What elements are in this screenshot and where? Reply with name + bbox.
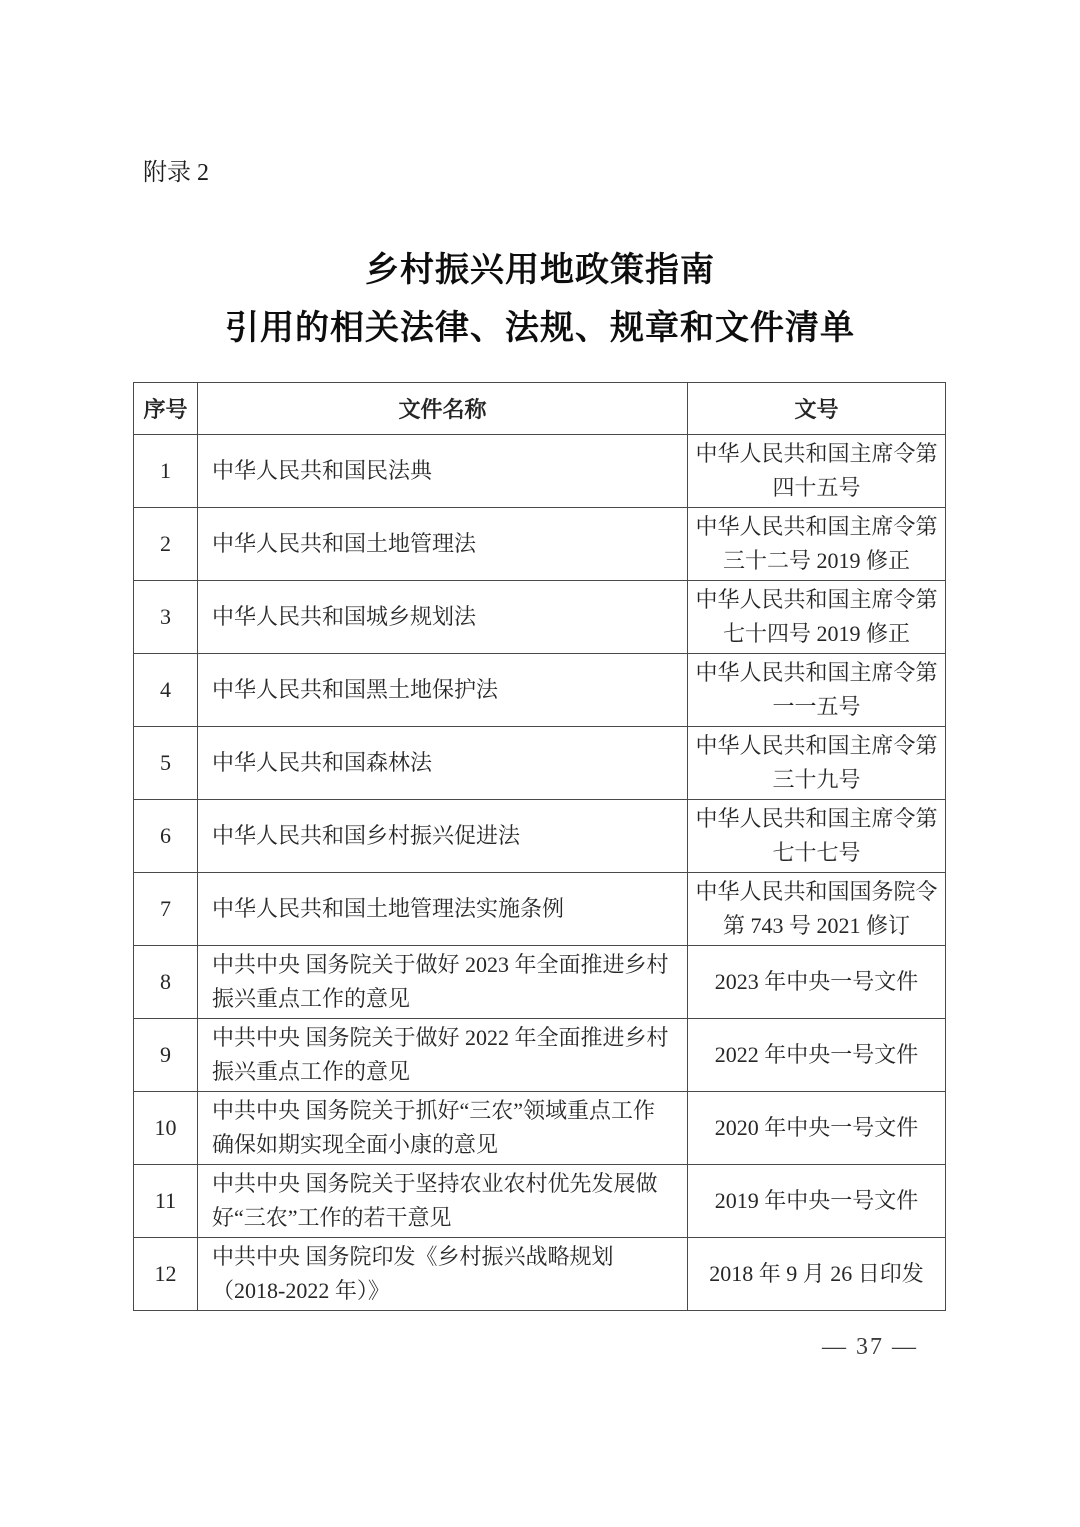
row-document-number: 2022 年中央一号文件 <box>688 1019 946 1092</box>
row-document-name: 中华人民共和国土地管理法 <box>198 508 688 581</box>
row-document-name: 中华人民共和国城乡规划法 <box>198 581 688 654</box>
row-document-number: 中华人民共和国主席令第七十四号 2019 修正 <box>688 581 946 654</box>
row-document-name: 中华人民共和国黑土地保护法 <box>198 654 688 727</box>
row-serial-number: 12 <box>134 1238 198 1311</box>
page-number: — 37 — <box>822 1334 918 1360</box>
row-serial-number: 10 <box>134 1092 198 1165</box>
row-serial-number: 6 <box>134 800 198 873</box>
header-document-number: 文号 <box>688 383 946 435</box>
row-document-number: 中华人民共和国主席令第三十九号 <box>688 727 946 800</box>
row-serial-number: 8 <box>134 946 198 1019</box>
row-document-number: 2020 年中央一号文件 <box>688 1092 946 1165</box>
document-title-line1: 乡村振兴用地政策指南 <box>365 251 715 289</box>
table-row <box>134 1092 946 1165</box>
table-row <box>134 654 946 727</box>
table-row <box>134 727 946 800</box>
table-row <box>134 1238 946 1311</box>
row-serial-number: 7 <box>134 873 198 946</box>
row-document-name: 中共中央 国务院关于坚持农业农村优先发展做好“三农”工作的若干意见 <box>198 1165 688 1238</box>
row-document-number: 2019 年中央一号文件 <box>688 1165 946 1238</box>
header-serial-number: 序号 <box>134 383 198 435</box>
row-document-number: 中华人民共和国主席令第一一五号 <box>688 654 946 727</box>
table-row <box>134 1165 946 1238</box>
row-serial-number: 1 <box>134 435 198 508</box>
reference-table <box>133 382 946 1311</box>
row-serial-number: 4 <box>134 654 198 727</box>
row-document-number: 中华人民共和国国务院令第 743 号 2021 修订 <box>688 873 946 946</box>
row-document-name: 中华人民共和国乡村振兴促进法 <box>198 800 688 873</box>
row-document-name: 中共中央 国务院关于抓好“三农”领域重点工作确保如期实现全面小康的意见 <box>198 1092 688 1165</box>
row-document-name: 中华人民共和国民法典 <box>198 435 688 508</box>
row-document-number: 中华人民共和国主席令第四十五号 <box>688 435 946 508</box>
table-row <box>134 581 946 654</box>
table-row <box>134 800 946 873</box>
appendix-label: 附录 2 <box>143 160 209 186</box>
row-serial-number: 3 <box>134 581 198 654</box>
row-document-name: 中华人民共和国森林法 <box>198 727 688 800</box>
table-row <box>134 946 946 1019</box>
row-serial-number: 9 <box>134 1019 198 1092</box>
row-document-name: 中共中央 国务院关于做好 2023 年全面推进乡村振兴重点工作的意见 <box>198 946 688 1019</box>
table-header-row <box>134 383 946 435</box>
table-row <box>134 873 946 946</box>
document-title-line2: 引用的相关法律、法规、规章和文件清单 <box>225 309 855 347</box>
row-document-name: 中华人民共和国土地管理法实施条例 <box>198 873 688 946</box>
row-serial-number: 11 <box>134 1165 198 1238</box>
row-serial-number: 2 <box>134 508 198 581</box>
header-document-name: 文件名称 <box>198 383 688 435</box>
row-document-number: 2018 年 9 月 26 日印发 <box>688 1238 946 1311</box>
row-document-name: 中共中央 国务院印发《乡村振兴战略规划（2018-2022 年）》 <box>198 1238 688 1311</box>
table-row <box>134 1019 946 1092</box>
row-document-number: 中华人民共和国主席令第三十二号 2019 修正 <box>688 508 946 581</box>
row-document-name: 中共中央 国务院关于做好 2022 年全面推进乡村振兴重点工作的意见 <box>198 1019 688 1092</box>
row-document-number: 2023 年中央一号文件 <box>688 946 946 1019</box>
table-row <box>134 508 946 581</box>
table-row <box>134 435 946 508</box>
row-document-number: 中华人民共和国主席令第七十七号 <box>688 800 946 873</box>
row-serial-number: 5 <box>134 727 198 800</box>
